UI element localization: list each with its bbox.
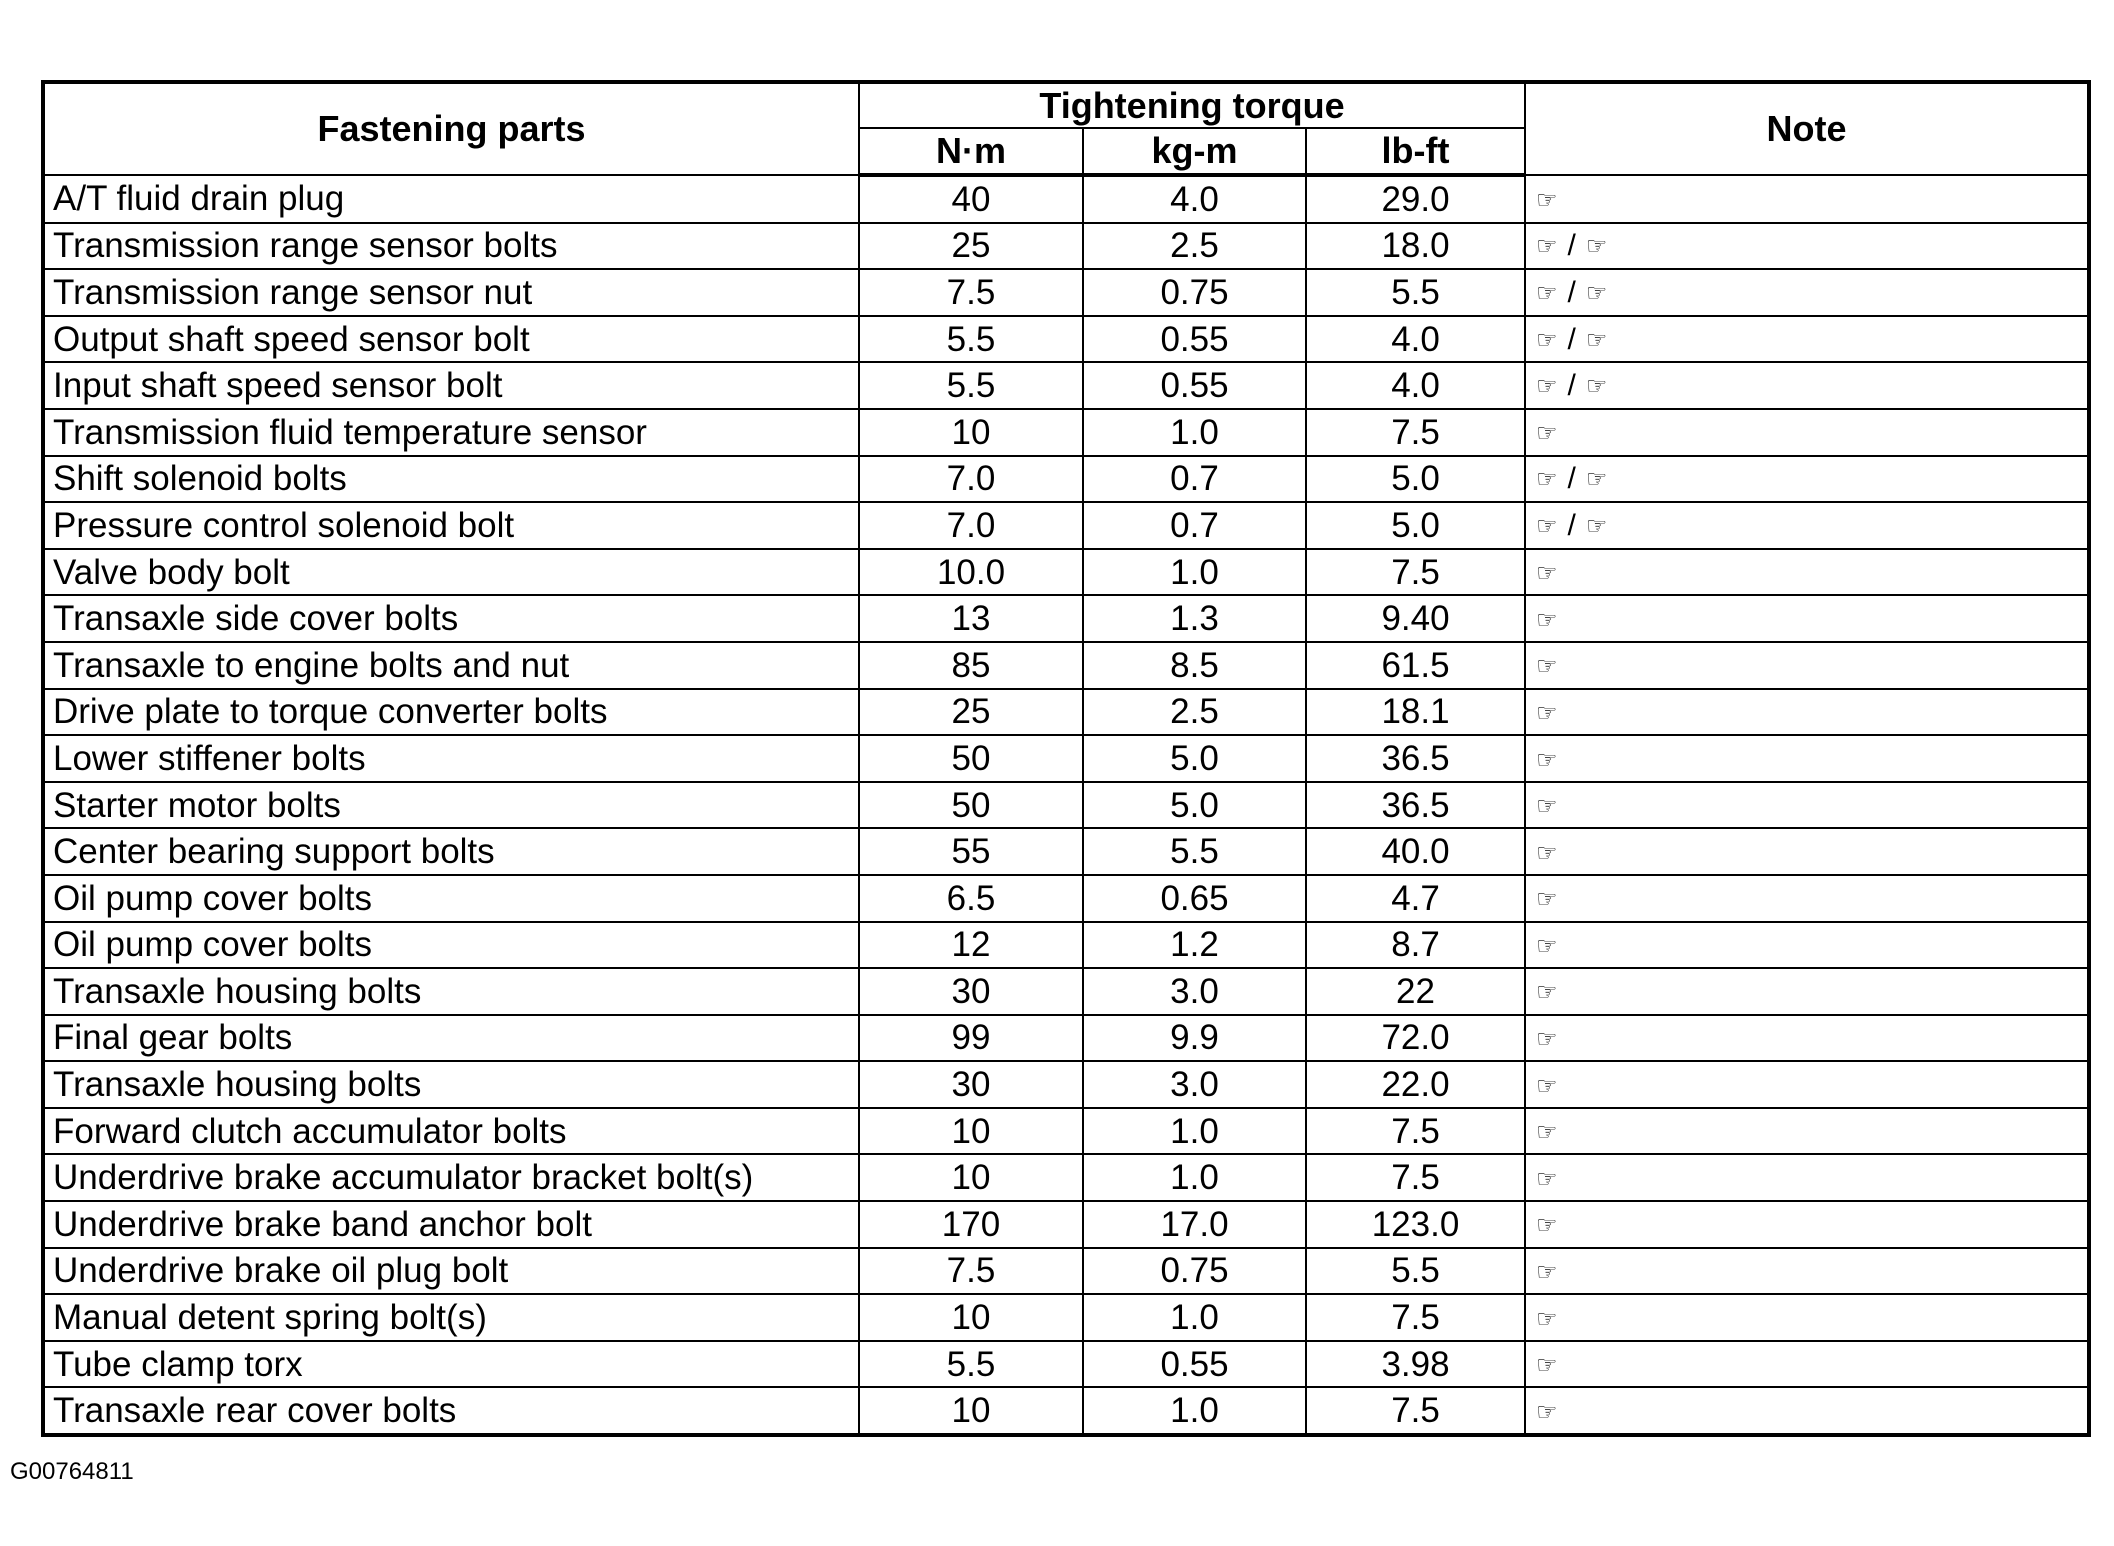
pointing-hand-icon: ☞	[1536, 185, 1558, 214]
pointing-hand-icon: ☞	[1536, 511, 1558, 540]
note-cell	[1525, 1201, 2089, 1248]
torque-spec-table	[41, 80, 2091, 1437]
torque-nm-cell: 170	[859, 1201, 1083, 1248]
header-fastening-parts: Fastening parts	[43, 82, 859, 175]
fastening-part-cell: Pressure control solenoid bolt	[43, 502, 859, 549]
torque-kgm-cell: 0.55	[1083, 316, 1306, 363]
pointing-hand-icon: ☞	[1536, 745, 1558, 774]
table-row	[43, 409, 2089, 456]
fastening-part-cell: Transaxle rear cover bolts	[43, 1387, 859, 1435]
torque-nm-cell: 6.5	[859, 875, 1083, 922]
torque-nm-cell: 85	[859, 642, 1083, 689]
note-cell	[1525, 735, 2089, 782]
fastening-part-cell: Transaxle side cover bolts	[43, 595, 859, 642]
torque-kgm-cell: 9.9	[1083, 1015, 1306, 1062]
torque-lbft-cell: 7.5	[1306, 1294, 1525, 1341]
note-cell	[1525, 316, 2089, 363]
pointing-hand-icon: ☞	[1536, 1304, 1558, 1333]
torque-nm-cell: 30	[859, 1061, 1083, 1108]
note-cell	[1525, 1061, 2089, 1108]
pointing-hand-icon: ☞	[1585, 325, 1608, 354]
fastening-part-cell: Transmission fluid temperature sensor	[43, 409, 859, 456]
pointing-hand-icon: ☞	[1536, 1118, 1558, 1147]
torque-nm-cell: 10	[859, 1154, 1083, 1201]
torque-lbft-cell: 5.0	[1306, 502, 1525, 549]
note-cell	[1525, 502, 2089, 549]
torque-lbft-cell: 7.5	[1306, 409, 1525, 456]
pointing-hand-icon: ☞	[1536, 1164, 1558, 1193]
torque-nm-cell: 5.5	[859, 316, 1083, 363]
torque-kgm-cell: 4.0	[1083, 175, 1306, 223]
note-cell	[1525, 1294, 2089, 1341]
torque-kgm-cell: 0.7	[1083, 456, 1306, 503]
fastening-part-cell: Input shaft speed sensor bolt	[43, 362, 859, 409]
torque-nm-cell: 10	[859, 1387, 1083, 1435]
torque-nm-cell: 50	[859, 782, 1083, 829]
torque-kgm-cell: 3.0	[1083, 1061, 1306, 1108]
torque-nm-cell: 10.0	[859, 549, 1083, 596]
pointing-hand-icon: ☞	[1585, 372, 1608, 401]
torque-lbft-cell: 18.1	[1306, 689, 1525, 736]
pointing-hand-icon: ☞	[1536, 1397, 1558, 1426]
torque-nm-cell: 30	[859, 968, 1083, 1015]
fastening-part-cell: Transaxle housing bolts	[43, 1061, 859, 1108]
pointing-hand-icon: ☞	[1536, 792, 1558, 821]
torque-lbft-cell: 5.0	[1306, 456, 1525, 503]
torque-kgm-cell: 3.0	[1083, 968, 1306, 1015]
pointing-hand-icon: ☞	[1536, 931, 1558, 960]
note-cell	[1525, 1387, 2089, 1435]
table-row	[43, 1248, 2089, 1295]
torque-nm-cell: 25	[859, 689, 1083, 736]
torque-kgm-cell: 1.0	[1083, 1108, 1306, 1155]
note-cell	[1525, 175, 2089, 223]
fastening-part-cell: Valve body bolt	[43, 549, 859, 596]
fastening-part-cell: Oil pump cover bolts	[43, 875, 859, 922]
torque-lbft-cell: 9.40	[1306, 595, 1525, 642]
table-body	[43, 175, 2089, 1435]
torque-lbft-cell: 4.7	[1306, 875, 1525, 922]
torque-lbft-cell: 8.7	[1306, 922, 1525, 969]
note-cell	[1525, 782, 2089, 829]
pointing-hand-icon: ☞	[1536, 1025, 1558, 1054]
fastening-part-cell: Underdrive brake band anchor bolt	[43, 1201, 859, 1248]
torque-nm-cell: 7.0	[859, 456, 1083, 503]
table-row	[43, 735, 2089, 782]
note-cell	[1525, 828, 2089, 875]
torque-nm-cell: 5.5	[859, 1341, 1083, 1388]
torque-lbft-cell: 18.0	[1306, 223, 1525, 270]
torque-lbft-cell: 123.0	[1306, 1201, 1525, 1248]
table-row	[43, 362, 2089, 409]
table-row	[43, 968, 2089, 1015]
table-row	[43, 549, 2089, 596]
pointing-hand-icon: ☞	[1585, 279, 1608, 308]
note-cell	[1525, 642, 2089, 689]
pointing-hand-icon: ☞	[1536, 605, 1558, 634]
fastening-part-cell: Tube clamp torx	[43, 1341, 859, 1388]
torque-lbft-cell: 36.5	[1306, 735, 1525, 782]
note-cell	[1525, 595, 2089, 642]
torque-nm-cell: 10	[859, 409, 1083, 456]
fastening-part-cell: Output shaft speed sensor bolt	[43, 316, 859, 363]
fastening-part-cell: Oil pump cover bolts	[43, 922, 859, 969]
pointing-hand-icon: ☞	[1585, 465, 1608, 494]
pointing-hand-icon: ☞	[1536, 1351, 1558, 1380]
note-cell	[1525, 362, 2089, 409]
torque-nm-cell: 7.5	[859, 269, 1083, 316]
pointing-hand-icon: ☞	[1536, 652, 1558, 681]
table-header	[43, 82, 2089, 175]
note-separator: /	[1567, 369, 1576, 403]
table-row	[43, 642, 2089, 689]
torque-kgm-cell: 1.3	[1083, 595, 1306, 642]
note-cell	[1525, 409, 2089, 456]
header-note: Note	[1525, 82, 2089, 175]
note-cell	[1525, 456, 2089, 503]
torque-kgm-cell: 5.5	[1083, 828, 1306, 875]
table-row	[43, 595, 2089, 642]
note-separator: /	[1567, 229, 1576, 263]
table-row	[43, 502, 2089, 549]
torque-kgm-cell: 5.0	[1083, 782, 1306, 829]
note-separator: /	[1567, 322, 1576, 356]
pointing-hand-icon: ☞	[1536, 372, 1558, 401]
torque-lbft-cell: 40.0	[1306, 828, 1525, 875]
note-separator: /	[1567, 462, 1576, 496]
torque-nm-cell: 25	[859, 223, 1083, 270]
note-cell	[1525, 549, 2089, 596]
torque-kgm-cell: 0.75	[1083, 269, 1306, 316]
torque-nm-cell: 7.5	[859, 1248, 1083, 1295]
torque-kgm-cell: 2.5	[1083, 223, 1306, 270]
fastening-part-cell: Transmission range sensor bolts	[43, 223, 859, 270]
torque-kgm-cell: 1.0	[1083, 549, 1306, 596]
pointing-hand-icon: ☞	[1536, 1071, 1558, 1100]
pointing-hand-icon: ☞	[1536, 559, 1558, 588]
table-row	[43, 922, 2089, 969]
torque-lbft-cell: 5.5	[1306, 1248, 1525, 1295]
fastening-part-cell: Center bearing support bolts	[43, 828, 859, 875]
fastening-part-cell: Transaxle housing bolts	[43, 968, 859, 1015]
fastening-part-cell: Forward clutch accumulator bolts	[43, 1108, 859, 1155]
torque-lbft-cell: 61.5	[1306, 642, 1525, 689]
pointing-hand-icon: ☞	[1536, 1258, 1558, 1287]
table-row	[43, 1061, 2089, 1108]
fastening-part-cell: Shift solenoid bolts	[43, 456, 859, 503]
torque-lbft-cell: 7.5	[1306, 549, 1525, 596]
table-row	[43, 456, 2089, 503]
pointing-hand-icon: ☞	[1536, 1211, 1558, 1240]
torque-kgm-cell: 8.5	[1083, 642, 1306, 689]
table-row	[43, 269, 2089, 316]
pointing-hand-icon: ☞	[1585, 511, 1608, 540]
pointing-hand-icon: ☞	[1585, 232, 1608, 261]
torque-lbft-cell: 36.5	[1306, 782, 1525, 829]
fastening-part-cell: Drive plate to torque converter bolts	[43, 689, 859, 736]
torque-lbft-cell: 7.5	[1306, 1154, 1525, 1201]
pointing-hand-icon: ☞	[1536, 232, 1558, 261]
torque-lbft-cell: 4.0	[1306, 362, 1525, 409]
torque-lbft-cell: 72.0	[1306, 1015, 1525, 1062]
torque-kgm-cell: 0.75	[1083, 1248, 1306, 1295]
table-row	[43, 1341, 2089, 1388]
note-separator: /	[1567, 276, 1576, 310]
torque-lbft-cell: 3.98	[1306, 1341, 1525, 1388]
torque-lbft-cell: 22.0	[1306, 1061, 1525, 1108]
fastening-part-cell: Manual detent spring bolt(s)	[43, 1294, 859, 1341]
table-row	[43, 1294, 2089, 1341]
table-row	[43, 1015, 2089, 1062]
pointing-hand-icon: ☞	[1536, 279, 1558, 308]
table-row	[43, 175, 2089, 223]
fastening-part-cell: Underdrive brake oil plug bolt	[43, 1248, 859, 1295]
torque-kgm-cell: 0.7	[1083, 502, 1306, 549]
table-row	[43, 828, 2089, 875]
fastening-part-cell: Lower stiffener bolts	[43, 735, 859, 782]
pointing-hand-icon: ☞	[1536, 838, 1558, 867]
torque-kgm-cell: 0.55	[1083, 362, 1306, 409]
fastening-part-cell: Transmission range sensor nut	[43, 269, 859, 316]
torque-nm-cell: 7.0	[859, 502, 1083, 549]
torque-lbft-cell: 7.5	[1306, 1387, 1525, 1435]
note-cell	[1525, 1248, 2089, 1295]
torque-kgm-cell: 17.0	[1083, 1201, 1306, 1248]
note-cell	[1525, 269, 2089, 316]
table-row	[43, 1201, 2089, 1248]
torque-kgm-cell: 1.0	[1083, 1154, 1306, 1201]
note-cell	[1525, 1341, 2089, 1388]
fastening-part-cell: Transaxle to engine bolts and nut	[43, 642, 859, 689]
header-tightening-torque: Tightening torque	[859, 82, 1525, 128]
note-cell	[1525, 689, 2089, 736]
torque-kgm-cell: 5.0	[1083, 735, 1306, 782]
table-row	[43, 1154, 2089, 1201]
note-cell	[1525, 1015, 2089, 1062]
torque-lbft-cell: 22	[1306, 968, 1525, 1015]
pointing-hand-icon: ☞	[1536, 465, 1558, 494]
fastening-part-cell: Starter motor bolts	[43, 782, 859, 829]
torque-lbft-cell: 5.5	[1306, 269, 1525, 316]
pointing-hand-icon: ☞	[1536, 885, 1558, 914]
pointing-hand-icon: ☞	[1536, 325, 1558, 354]
note-cell	[1525, 1108, 2089, 1155]
fastening-part-cell: Final gear bolts	[43, 1015, 859, 1062]
torque-nm-cell: 50	[859, 735, 1083, 782]
note-cell	[1525, 1154, 2089, 1201]
torque-nm-cell: 55	[859, 828, 1083, 875]
torque-nm-cell: 10	[859, 1294, 1083, 1341]
table-row	[43, 1108, 2089, 1155]
table-row	[43, 782, 2089, 829]
table-row	[43, 1387, 2089, 1435]
note-cell	[1525, 922, 2089, 969]
fastening-part-cell: A/T fluid drain plug	[43, 175, 859, 223]
torque-lbft-cell: 29.0	[1306, 175, 1525, 223]
table-row	[43, 316, 2089, 363]
note-cell	[1525, 223, 2089, 270]
header-lbft: lb-ft	[1306, 128, 1525, 175]
torque-nm-cell: 12	[859, 922, 1083, 969]
torque-nm-cell: 40	[859, 175, 1083, 223]
torque-kgm-cell: 1.0	[1083, 1387, 1306, 1435]
torque-kgm-cell: 0.55	[1083, 1341, 1306, 1388]
torque-kgm-cell: 1.2	[1083, 922, 1306, 969]
note-separator: /	[1567, 508, 1576, 542]
header-kgm: kg-m	[1083, 128, 1306, 175]
table-row	[43, 875, 2089, 922]
pointing-hand-icon: ☞	[1536, 698, 1558, 727]
torque-nm-cell: 5.5	[859, 362, 1083, 409]
torque-kgm-cell: 1.0	[1083, 409, 1306, 456]
pointing-hand-icon: ☞	[1536, 978, 1558, 1007]
note-cell	[1525, 875, 2089, 922]
torque-kgm-cell: 0.65	[1083, 875, 1306, 922]
fastening-part-cell: Underdrive brake accumulator bracket bolt(s)	[43, 1154, 859, 1201]
header-nm: N·m	[859, 128, 1083, 175]
note-cell	[1525, 968, 2089, 1015]
torque-kgm-cell: 2.5	[1083, 689, 1306, 736]
torque-lbft-cell: 7.5	[1306, 1108, 1525, 1155]
figure-id: G00764811	[10, 1458, 134, 1485]
table-row	[43, 223, 2089, 270]
torque-lbft-cell: 4.0	[1306, 316, 1525, 363]
pointing-hand-icon: ☞	[1536, 419, 1558, 448]
torque-nm-cell: 13	[859, 595, 1083, 642]
table-row	[43, 689, 2089, 736]
torque-nm-cell: 10	[859, 1108, 1083, 1155]
torque-kgm-cell: 1.0	[1083, 1294, 1306, 1341]
torque-nm-cell: 99	[859, 1015, 1083, 1062]
